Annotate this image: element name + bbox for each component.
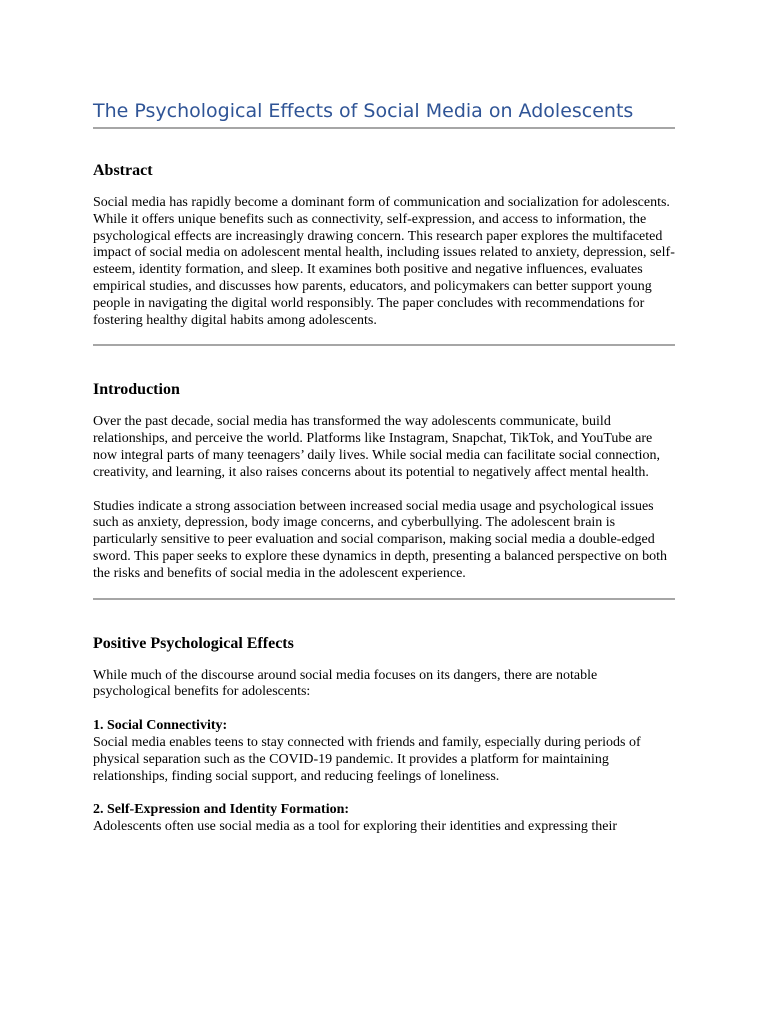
abstract-paragraph: Social media has rapidly become a dominant form of communication and socialization for adolescents. While it offers unique benefits such as connectivity, self-expression, and access to information, the psychological effects are increasingly drawing concern. This research paper explores the multifaceted impact of social media on adolescent mental health, including issues related to anxiety, depression, self-esteem, identity formation, and sleep. It examines both positive and negative influences, evaluates empirical studies, and discusses how parents, educators, and policymakers can better support young people in navigating the digital world responsibly. The paper concludes with recommendations for fostering healthy digital habits among adolescents.: [93, 195, 675, 328]
document-title: The Psychological Effects of Social Media on Adolescents: [93, 99, 675, 129]
list-item-text: Social media enables teens to stay connected with friends and family, especially during periods of physical separation such as the COVID-19 pandemic. It provides a platform for maintaining relationships, finding social support, and reducing feelings of loneliness.: [93, 734, 641, 784]
introduction-paragraph-2: Studies indicate a strong association between increased social media usage and psychological issues such as anxiety, depression, body image concerns, and cyberbullying. The adolescent brain is particularly sensitive to peer evaluation and social comparison, making social media a double-edged sword. This paper seeks to explore these dynamics in depth, presenting a balanced perspective on both the risks and benefits of social media in the adolescent experience.: [93, 498, 667, 581]
introduction-paragraph-1: Over the past decade, social media has transformed the way adolescents communicate, build relationships, and perceive the world. Platforms like Instagram, Snapchat, TikTok, and YouTube are now integral parts of many teenagers’ daily lives. While social media can facilitate social connection, creativity, and learning, it also raises concerns about its potential to negatively affect mental health.: [93, 414, 661, 480]
introduction-heading: Introduction: [93, 381, 180, 399]
list-item-title: 2. Self-Expression and Identity Formation:: [93, 802, 350, 818]
list-item-text: Adolescents often use social media as a tool for exploring their identities and expressing their: [93, 819, 618, 835]
section-divider: [93, 344, 675, 346]
positive-effects-intro: While much of the discourse around social media focuses on its dangers, there are notable psychological benefits for adolescents:: [93, 667, 598, 700]
document-page: [93, 99, 675, 836]
abstract-heading: Abstract: [93, 162, 153, 179]
list-item-title: 1. Social Connectivity:: [93, 718, 228, 734]
section-divider: [93, 598, 675, 600]
positive-effects-heading: Positive Psychological Effects: [93, 634, 294, 652]
